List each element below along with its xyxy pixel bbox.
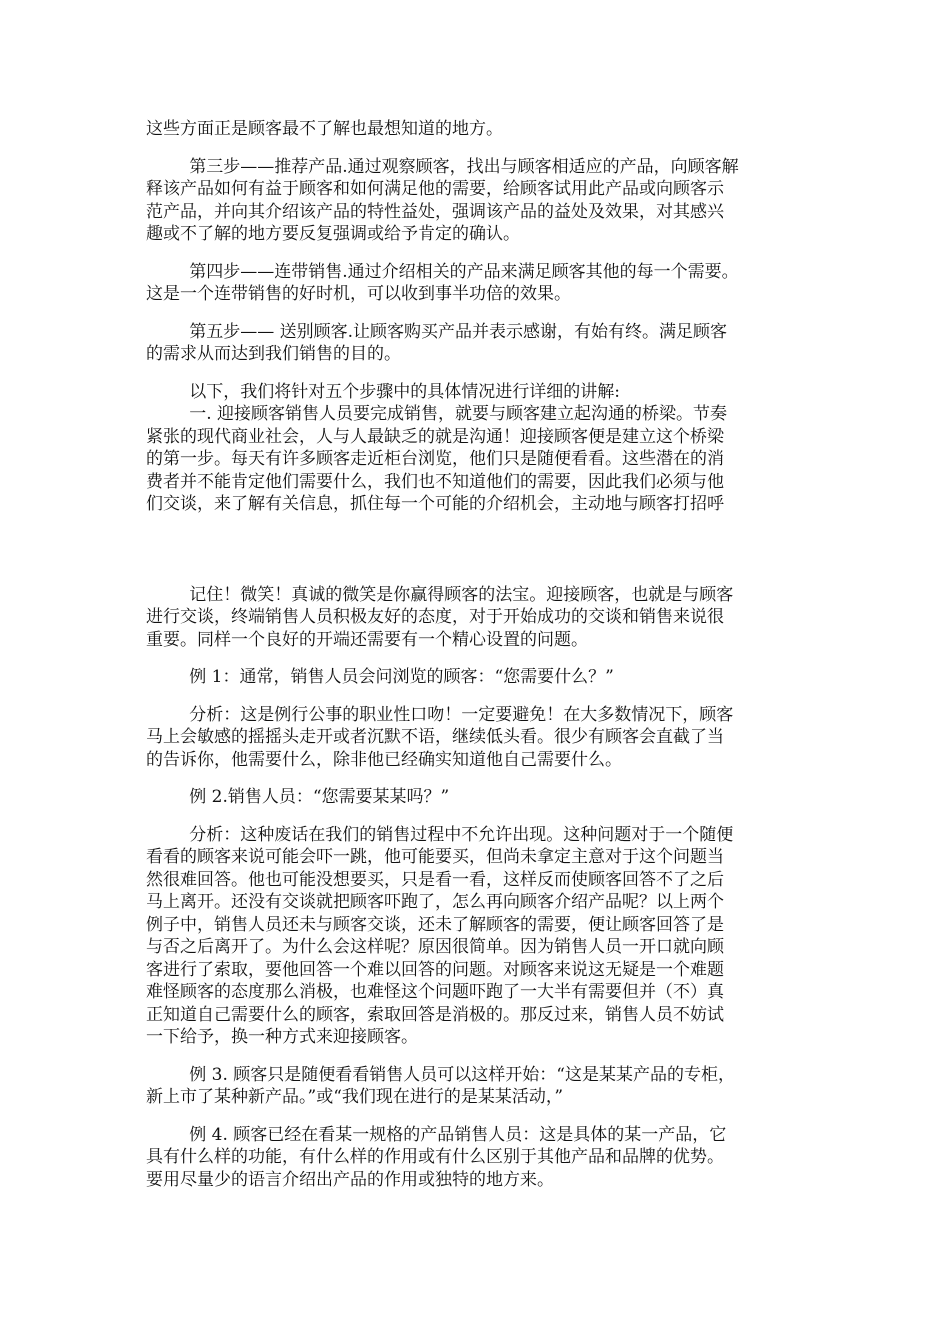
text-line: 难怪顾客的态度那么消极，也难怪这个问题吓跑了一大半有需要但并（不）真 xyxy=(146,982,724,1002)
text-line: 与否之后离开了。为什么会这样呢？原因很简单。因为销售人员一开口就向顾 xyxy=(146,937,724,957)
paragraph-example-two xyxy=(146,786,806,809)
text-line: 第四步——连带销售.通过介绍相关的产品来满足顾客其他的每一个需要。 xyxy=(146,261,739,282)
text-line: 的第一步。每天有许多顾客走近柜台浏览，他们只是随便看看。这些潜在的消 xyxy=(146,449,724,469)
text-line: 新上市了某种新产品。”或“我们现在进行的是某某活动，” xyxy=(146,1087,564,1107)
text-line: 趣或不了解的地方要反复强调或给予肯定的确认。 xyxy=(146,224,520,244)
paragraph-step-four xyxy=(146,261,806,306)
text-line: 具有什么样的功能，有什么样的作用或有什么区别于其他产品和品牌的优势。 xyxy=(146,1147,724,1167)
text-line: 这是一个连带销售的好时机，可以收到事半功倍的效果。 xyxy=(146,284,571,304)
text-line: 费者并不能肯定他们需要什么，我们也不知道他们的需要，因此我们必须与他 xyxy=(146,471,724,492)
text-line: 马上离开。还没有交谈就把顾客吓跑了，怎么再向顾客介绍产品呢？以上两个 xyxy=(146,892,724,912)
text-line: 例子中，销售人员还未与顾客交谈，还未了解顾客的需要，便让顾客回答了是 xyxy=(146,914,724,935)
text-line: 例 3. 顾客只是随便看看销售人员可以这样开始：“这是某某产品的专柜， xyxy=(146,1064,735,1085)
paragraph-step-five xyxy=(146,321,806,366)
text-line: 看看的顾客来说可能会吓一跳，他可能要买，但尚未拿定主意对于这个问题当 xyxy=(146,847,724,867)
paragraph-analysis-one xyxy=(146,704,806,772)
text-line: 以下，我们将针对五个步骤中的具体情况进行详细的讲解: xyxy=(146,381,620,402)
text-line: 这些方面正是顾客最不了解也最想知道的地方。 xyxy=(146,119,503,139)
text-line: 的需求从而达到我们销售的目的。 xyxy=(146,344,401,364)
text-line: 一. 迎接顾客销售人员要完成销售，就要与顾客建立起沟通的桥梁。节奏 xyxy=(146,404,728,424)
text-line: 然很难回答。他也可能没想要买，只是看一看，这样反而使顾客回答不了之后 xyxy=(146,869,724,890)
paragraph-step-three xyxy=(146,156,806,246)
paragraph-example-three xyxy=(146,1064,806,1109)
text-line: 们交谈，来了解有关信息，抓住每一个可能的介绍机会，主动地与顾客打招呼 xyxy=(146,494,724,514)
text-line: 第五步—— 送别顾客.让顾客购买产品并表示感谢，有始有终。满足顾客 xyxy=(146,321,728,342)
text-line: 紧张的现代商业社会，人与人最缺乏的就是沟通！迎接顾客便是建立这个桥梁 xyxy=(146,426,724,447)
text-line: 例 2.销售人员：“您需要某某吗？” xyxy=(146,787,450,807)
paragraph-example-four xyxy=(146,1124,806,1192)
text-line: 分析：这种废话在我们的销售过程中不允许出现。这种问题对于一个随便 xyxy=(146,824,734,845)
paragraph-remember-smile xyxy=(146,584,806,652)
text-line: 例 4. 顾客已经在看某一规格的产品销售人员：这是具体的某一产品，它 xyxy=(146,1124,727,1145)
text-line: 例 1：通常，销售人员会问浏览的顾客：“您需要什么？” xyxy=(146,667,614,687)
text-line: 范产品，并向其介绍该产品的特性益处，强调该产品的益处及效果，对其感兴 xyxy=(146,201,724,222)
paragraph-intro-end xyxy=(146,118,806,141)
text-line: 要用尽量少的语言介绍出产品的作用或独特的地方来。 xyxy=(146,1169,554,1190)
text-line: 客进行了索取，要他回答一个难以回答的问题。对顾客来说这无疑是一个难题 xyxy=(146,959,724,980)
text-line: 进行交谈，终端销售人员积极友好的态度，对于开始成功的交谈和销售来说很 xyxy=(146,607,724,627)
text-line: 马上会敏感的摇摇头走开或者沉默不语，继续低头看。很少有顾客会直截了当 xyxy=(146,727,724,747)
text-line: 释该产品如何有益于顾客和如何满足他的需要，给顾客试用此产品或向顾客示 xyxy=(146,179,724,199)
paragraph-analysis-two xyxy=(146,824,806,1049)
text-line: 的告诉你，他需要什么，除非他已经确实知道他自己需要什么。 xyxy=(146,749,622,770)
text-line: 正知道自己需要什么的顾客，索取回答是消极的。那反过来，销售人员不妨试 xyxy=(146,1004,724,1025)
document-page xyxy=(146,118,806,1191)
text-line: 一下给予，换一种方式来迎接顾客。 xyxy=(146,1027,418,1047)
paragraph-greeting-customers xyxy=(146,381,806,516)
paragraph-example-one xyxy=(146,666,806,689)
text-line: 第三步——推荐产品.通过观察顾客，找出与顾客相适应的产品，向顾客解 xyxy=(146,156,739,177)
text-line: 重要。同样一个良好的开端还需要有一个精心设置的问题。 xyxy=(146,629,588,650)
text-line: 记住！微笑！真诚的微笑是你赢得顾客的法宝。迎接顾客，也就是与顾客 xyxy=(146,584,734,605)
text-line: 分析：这是例行公事的职业性口吻！一定要避免！在大多数情况下，顾客 xyxy=(146,704,734,725)
